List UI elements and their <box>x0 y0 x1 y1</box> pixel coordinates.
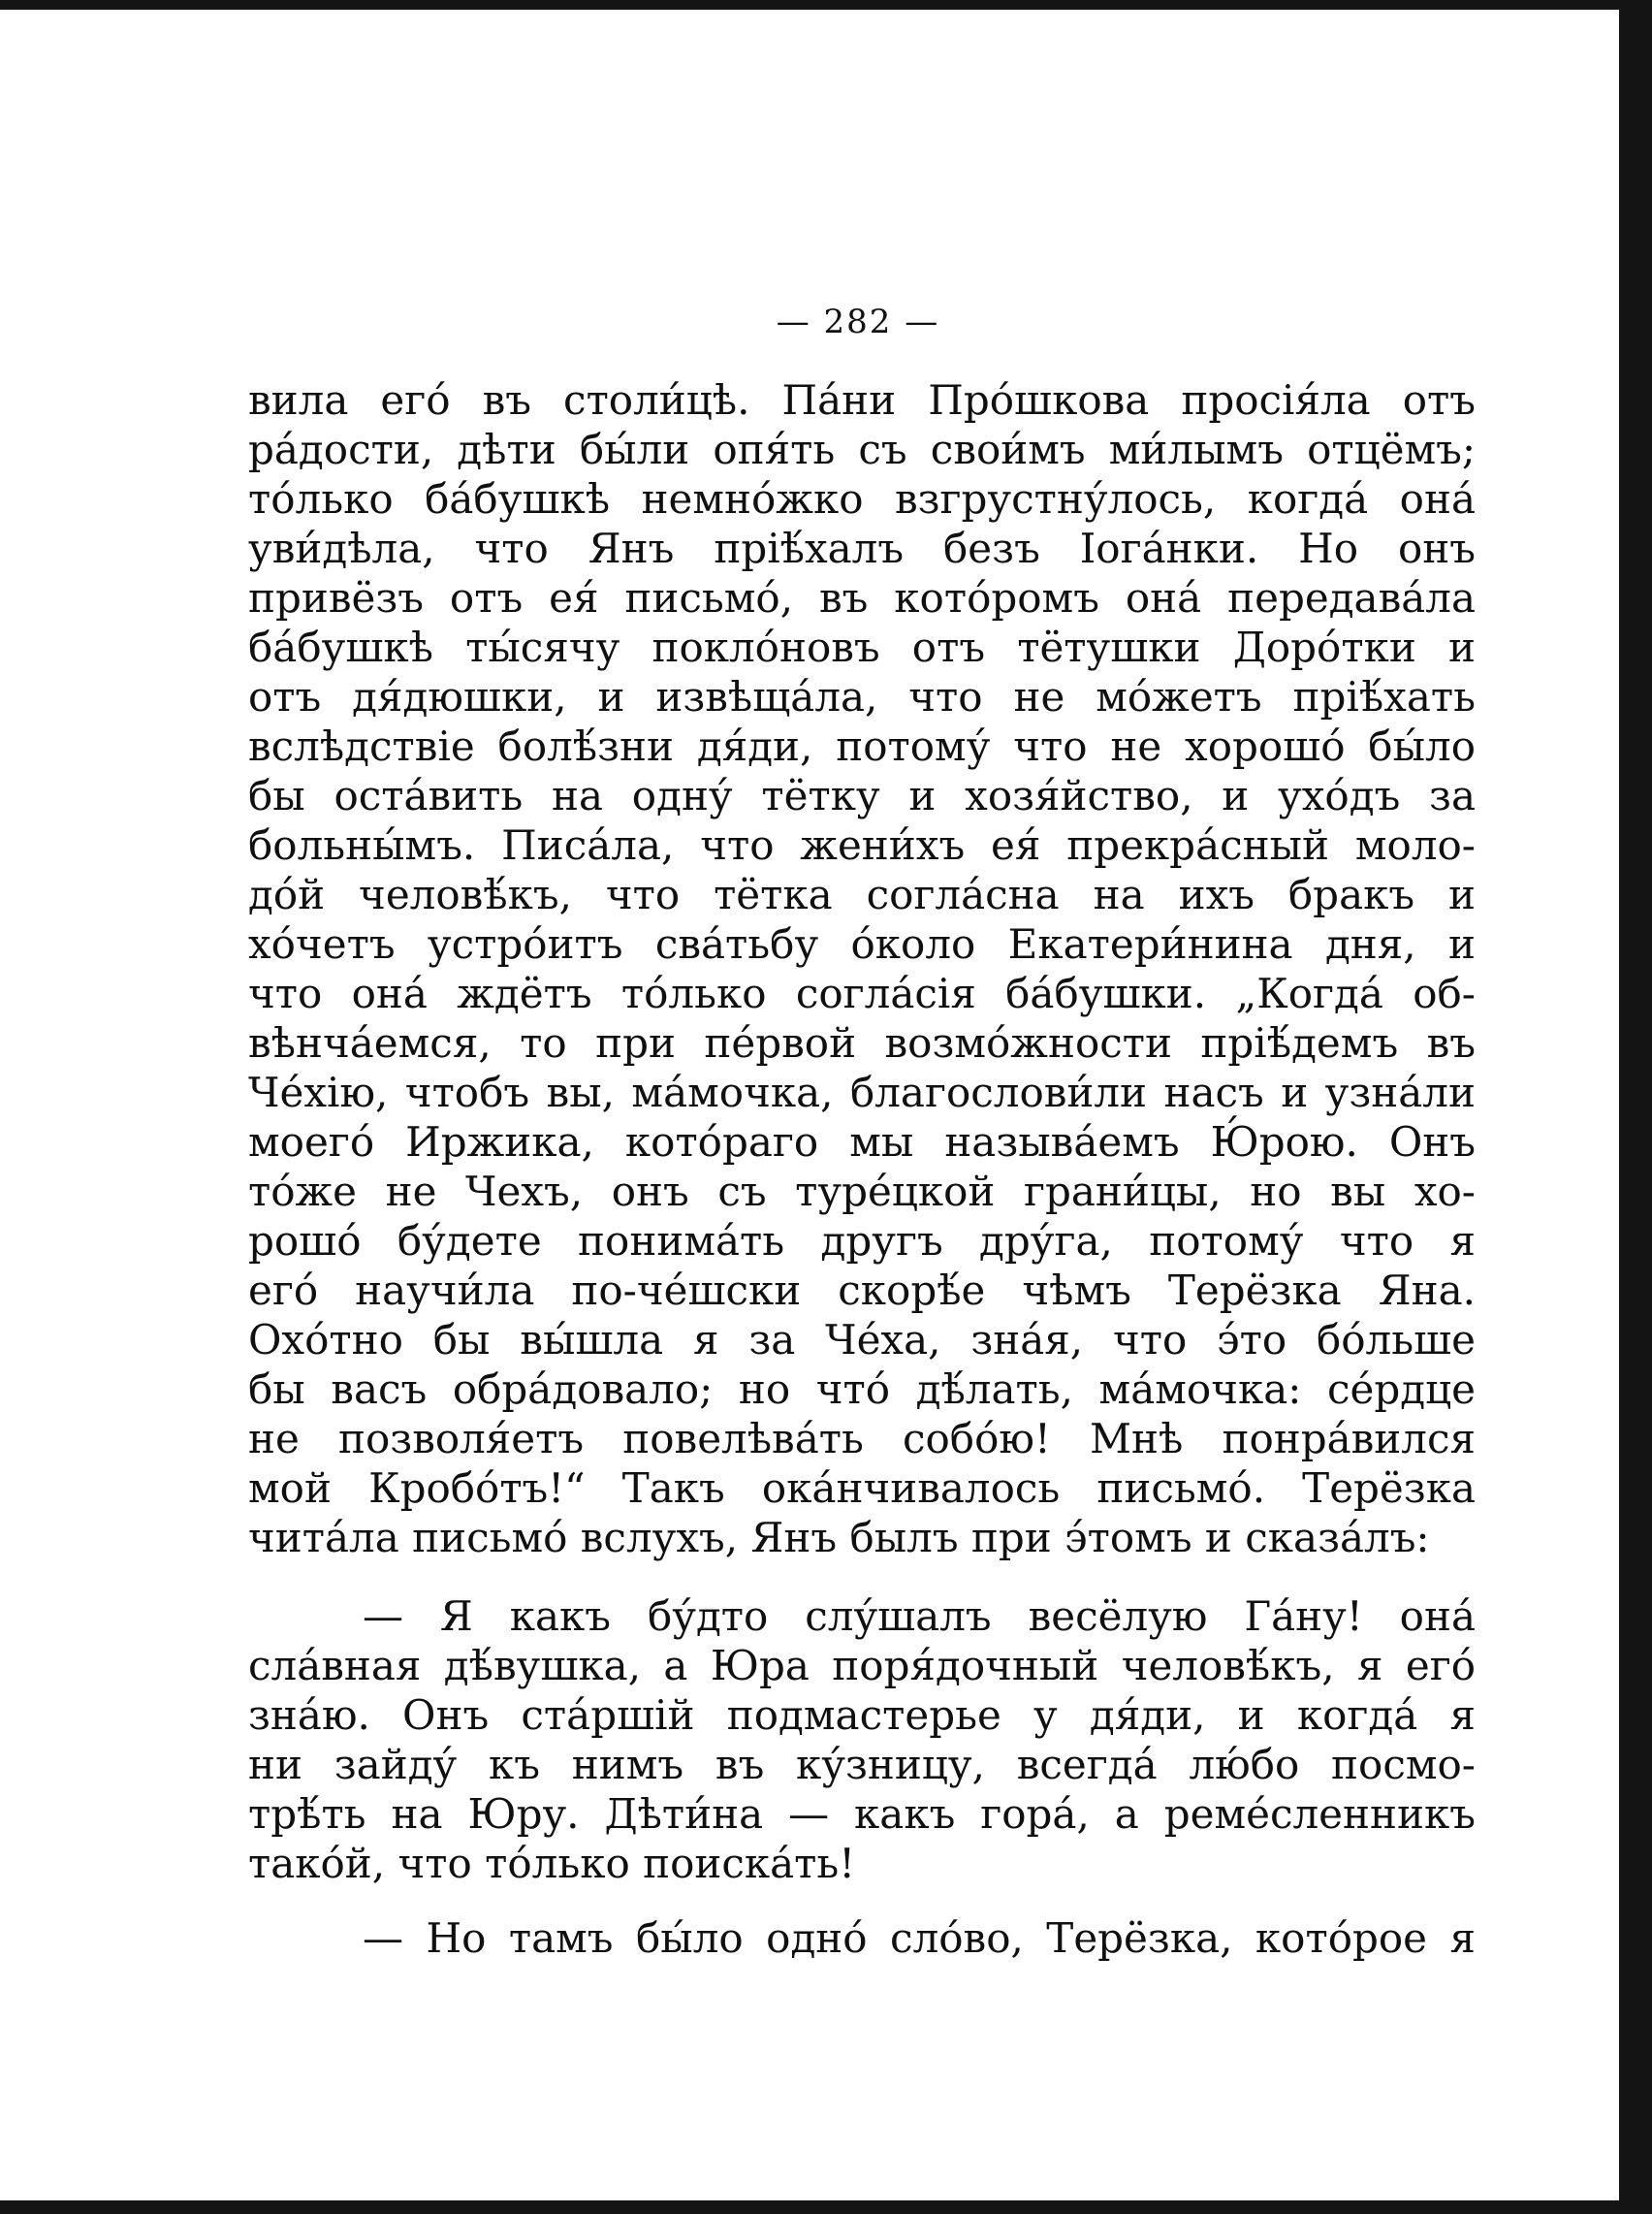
text-line: сла́вная дѣ́вушка, а Юра поря́дочный человѣ́къ, я его́ <box>248 1642 1476 1689</box>
text-line: зна́ю. Онъ ста́ршій подмастерье у дя́ди, и когда́ я <box>248 1691 1476 1739</box>
text-line: бы оста́вить на одну́ тётку и хозя́йство, и ухо́дъ за <box>248 772 1476 819</box>
text-line: вѣнча́емся, то при пе́рвой возмо́жности пріѣ́демъ въ <box>248 1019 1476 1067</box>
text-line: Че́хію, чтобъ вы, ма́мочка, благослови́ли насъ и узна́ли <box>248 1069 1476 1116</box>
page-text <box>248 375 1476 1963</box>
text-line: бы васъ обра́довало; но что́ дѣ́лать, ма́мочка: се́рдце <box>248 1365 1476 1413</box>
paragraph-dialogue-jan <box>248 1591 1476 1888</box>
text-line: не позволя́етъ повелѣва́ть собо́ю! Мнѣ понра́вился <box>248 1415 1476 1462</box>
paragraph-letter <box>248 375 1476 1562</box>
text-line: — Я какъ бу́дто слу́шалъ весёлую Га́ну! она́ <box>363 1592 1476 1640</box>
text-line: — Но тамъ бы́ло одно́ сло́во, Терёзка, кото́рое я <box>363 1914 1476 1962</box>
text-line: ба́бушкѣ ты́сячу покло́новъ отъ тётушки Доро́тки и <box>248 624 1476 671</box>
text-line: то́лько ба́бушкѣ немно́жко взгрустну́лось, когда́ она́ <box>248 475 1476 523</box>
text-line: рошо́ бу́дете понима́ть другъ дру́га, потому́ что я <box>248 1217 1476 1265</box>
book-page <box>0 10 1619 2214</box>
text-line: то́же не Чехъ, онъ съ туре́цкой грани́цы, но вы хо- <box>248 1168 1476 1215</box>
text-line: отъ дя́дюшки, и извѣща́ла, что не мо́жетъ пріѣ́хать <box>248 673 1476 721</box>
paragraph-dialogue-next <box>248 1913 1476 1963</box>
page-number: — 282 — <box>776 303 940 341</box>
text-line: трѣ́ть на Юру. Дѣти́на — какъ гора́, а реме́сленникъ <box>248 1790 1476 1838</box>
text-line: моего́ Иржика, кото́раго мы называ́емъ Ю́рою. Онъ <box>248 1118 1476 1166</box>
text-line: уви́дѣла, что Янъ пріѣ́халъ безъ Іога́нки. Но онъ <box>248 525 1476 572</box>
text-line: ра́дости, дѣти бы́ли опя́ть съ свои́мъ ми́лымъ отцёмъ; <box>248 426 1476 473</box>
text-line: хо́четъ устро́итъ сва́тьбу о́коло Екатери́нина дня, и <box>248 920 1476 968</box>
text-line: привёзъ отъ ея́ письмо́, въ кото́ромъ она́ передава́ла <box>248 574 1476 622</box>
text-line: Охо́тно бы вы́шла я за Че́ха, зна́я, что э́то бо́льше <box>248 1316 1476 1364</box>
text-line: тако́й, что то́лько поиска́ть! <box>248 1840 856 1887</box>
text-line: вила его́ въ столи́цѣ. Па́ни Про́шкова просія́ла отъ <box>248 376 1476 424</box>
text-line: больны́мъ. Писа́ла, что жени́хъ ея́ прекра́сный моло- <box>248 821 1476 869</box>
text-line: что она́ ждётъ то́лько согла́сія ба́бушки. „Когда́ об- <box>248 970 1476 1017</box>
text-line: до́й человѣ́къ, что тётка согла́сна на ихъ бракъ и <box>248 871 1476 918</box>
text-line: вслѣдствіе болѣ́зни дя́ди, потому́ что не хорошо́ бы́ло <box>248 722 1476 770</box>
text-line: чита́ла письмо́ вслухъ, Янъ былъ при э́томъ и сказа́лъ: <box>248 1514 1430 1561</box>
text-line: ни зайду́ къ нимъ въ ку́зницу, всегда́ лю́бо посмо- <box>248 1741 1476 1788</box>
text-line: его́ научи́ла по-че́шски скорѣ́е чѣмъ Терёзка Яна. <box>248 1267 1476 1314</box>
text-line: мой Кробо́тъ!“ Такъ ока́нчивалось письмо́. Терёзка <box>248 1464 1476 1512</box>
